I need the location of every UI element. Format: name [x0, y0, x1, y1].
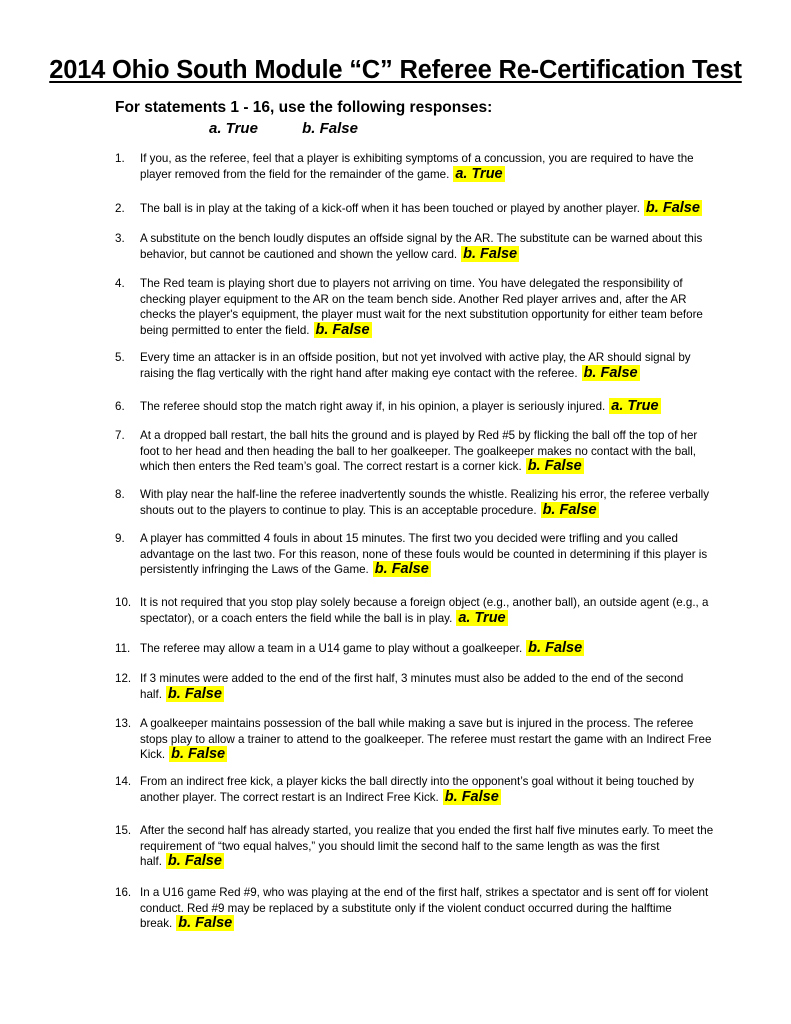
question-text: A player has committed 4 fouls in about 15 minutes. The first two you decided were trifling and you called advantage on the last two. For this reason, none of these fouls would be counted in determining if this player is persistently infringing the Laws of the Game.	[140, 532, 708, 576]
question-item	[115, 716, 715, 763]
question-item	[115, 428, 715, 475]
question-text: The referee may allow a team in a U14 game to play without a goalkeeper.	[140, 642, 523, 655]
question-text: At a dropped ball restart, the ball hits the ground and is played by Red #5 by flicking the ball off the top of her foot to her head and then heading the ball to her goalkeeper. The goalkeeper makes no contact with the ball, which then enters the Red team’s goal. The correct restart is a corner kick.	[140, 429, 698, 473]
question-item	[115, 399, 715, 415]
answer-highlight: a. True	[611, 398, 659, 414]
question-text: The referee should stop the match right away if, in his opinion, a player is seriously injured.	[140, 400, 606, 413]
answer-highlight: b. False	[167, 685, 222, 702]
answer-highlight: a. True	[455, 165, 503, 182]
question-item	[115, 151, 715, 182]
instructions: For statements 1 - 16, use the following responses:	[115, 99, 493, 116]
answer-highlight: b. False	[527, 458, 582, 474]
answer-highlight: b. False	[645, 200, 700, 216]
choice-false: b. False	[302, 120, 358, 137]
question-item	[115, 276, 715, 338]
question-number: 12.	[115, 672, 132, 685]
question-item	[115, 774, 715, 805]
answer-highlight: b. False	[171, 746, 226, 762]
question-item	[115, 350, 715, 381]
question-item	[115, 201, 715, 217]
answer-highlight: b. False	[583, 364, 638, 381]
question-item	[115, 231, 715, 262]
question-number: 7.	[115, 429, 125, 442]
question-item	[115, 641, 715, 657]
question-number: 6.	[115, 400, 125, 413]
response-choices	[209, 120, 358, 137]
question-text: The ball is in play at the taking of a kick-off when it has been touched or played by another player.	[140, 202, 640, 215]
question-number: 15.	[115, 824, 132, 837]
question-item	[115, 671, 715, 702]
question-text: It is not required that you stop play solely because a foreign object (e.g., another ball), an outside agent (e.g., a spectator), or a coach enters the field while the ball is in play.	[140, 596, 709, 625]
question-text: In a U16 game Red #9, who was playing at the end of the first half, strikes a spectator and is sent off for violent conduct. Red #9 may be replaced by a substitute only if the violent conduct occurred during the halftime break.	[140, 886, 709, 930]
question-text: If 3 minutes were added to the end of the first half, 3 minutes must also be added to the end of the second half.	[140, 672, 684, 701]
question-text: If you, as the referee, feel that a player is exhibiting symptoms of a concussion, you are required to have the player removed from the field for the remainder of the game.	[140, 152, 694, 181]
question-text: A substitute on the bench loudly disputes an offside signal by the AR. The substitute can be warned about this behavior, but cannot be cautioned and shown the yellow card.	[140, 232, 703, 261]
question-number: 1.	[115, 152, 125, 165]
question-number: 2.	[115, 202, 125, 215]
question-text: With play near the half-line the referee inadvertently sounds the whistle. Realizing his error, the referee verbally shouts out to the players to continue to play. This is an acceptable procedure.	[140, 488, 710, 517]
answer-highlight: a. True	[458, 609, 506, 626]
question-text: The Red team is playing short due to players not arriving on time. You have delegated the responsibility of checking player equipment to the AR on the team bench side. Another Red player arrives and, after the AR checks the player's equipment, the player must wait for the next substitution opportunity for either team before being permitted to enter the field.	[140, 277, 703, 337]
answer-highlight: b. False	[315, 321, 370, 338]
question-number: 4.	[115, 277, 125, 290]
question-number: 13.	[115, 717, 132, 730]
answer-highlight: b. False	[528, 640, 583, 656]
answer-highlight: b. False	[374, 561, 429, 577]
question-text: After the second half has already started, you realize that you ended the first half five minutes early. To meet the requirement of “two equal halves,” you should limit the second half to the same length as was the first half.	[140, 824, 714, 868]
answer-highlight: b. False	[542, 501, 597, 518]
question-item	[115, 487, 715, 518]
question-text: Every time an attacker is in an offside position, but not yet involved with active play, the AR should signal by raising the flag vertically with the right hand after making eye contact with the referee.	[140, 351, 691, 380]
question-number: 5.	[115, 351, 125, 364]
question-item	[115, 885, 715, 932]
question-item	[115, 531, 715, 578]
page-title: 2014 Ohio South Module “C” Referee Re-Certification Test	[49, 56, 742, 84]
answer-highlight: b. False	[178, 915, 233, 931]
question-number: 10.	[115, 596, 132, 609]
question-number: 16.	[115, 886, 132, 899]
question-item	[115, 595, 715, 626]
answer-highlight: b. False	[463, 245, 518, 262]
question-number: 3.	[115, 232, 125, 245]
answer-highlight: b. False	[444, 788, 499, 805]
question-text: A goalkeeper maintains possession of the ball while making a save but is injured in the process. The referee stops play to allow a trainer to attend to the goalkeeper. The referee must restart the game with an Indirect Free Kick.	[140, 717, 712, 761]
question-number: 11.	[115, 642, 131, 655]
question-item	[115, 823, 715, 870]
choice-true: a. True	[209, 120, 258, 137]
answer-highlight: b. False	[167, 853, 222, 869]
question-text: From an indirect free kick, a player kicks the ball directly into the opponent’s goal without it being touched by another player. The correct restart is an Indirect Free Kick.	[140, 775, 695, 804]
question-number: 14.	[115, 775, 132, 788]
question-number: 9.	[115, 532, 125, 545]
question-number: 8.	[115, 488, 125, 501]
